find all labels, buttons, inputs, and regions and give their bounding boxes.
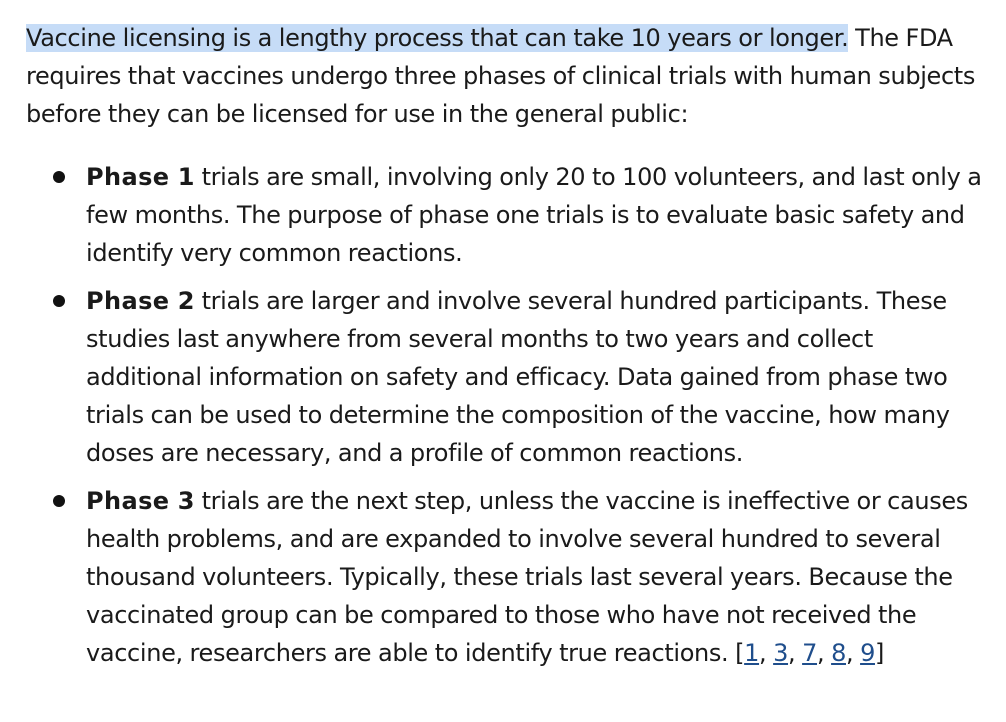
phase-2-name: Phase 2 bbox=[86, 287, 195, 315]
phase-3-text: trials are the next step, unless the vaccine is ineffective or causes health problems, and are expanded to involve several hundred to several thousand volunteers. Typically, these trials last several years. Because the vaccinated group can be compared to those who have not received the vaccine, researchers are able to identify true reactions. bbox=[86, 487, 968, 667]
citation-open-bracket: [ bbox=[735, 639, 745, 667]
phase-2-text: trials are larger and involve several hundred participants. These studies last anywhere from several months to two years and collect additional information on safety and efficacy. Data gained from phase two trials can be used to determine the composition of the vaccine, how many doses are necessary, and a profile of common reactions. bbox=[86, 287, 950, 467]
bullet-icon bbox=[53, 495, 65, 507]
selected-text-highlight[interactable]: Vaccine licensing is a lengthy process that can take 10 years or longer. bbox=[26, 24, 849, 52]
citation-link-8[interactable]: 8 bbox=[831, 639, 846, 667]
phase-3-name: Phase 3 bbox=[86, 487, 195, 515]
phase-2-item bbox=[86, 282, 988, 472]
citation-link-1[interactable]: 1 bbox=[744, 639, 760, 667]
phase-1-name: Phase 1 bbox=[86, 163, 195, 191]
phase-3-item bbox=[86, 482, 988, 672]
phase-1-text: trials are small, involving only 20 to 100 volunteers, and last only a few months. The purpose of phase one trials is to evaluate basic safety and identify very common reactions. bbox=[86, 163, 982, 267]
citation-link-3[interactable]: 3 bbox=[773, 639, 789, 667]
intro-paragraph bbox=[26, 19, 988, 133]
intro-text: The FDA requires that vaccines undergo three phases of clinical trials with human subjects before they can be licensed for use in the general public: bbox=[26, 24, 976, 128]
citation-separator: , bbox=[788, 639, 803, 667]
phase-1-item bbox=[86, 158, 988, 272]
citation-link-9[interactable]: 9 bbox=[860, 639, 875, 667]
citation-separator: , bbox=[817, 639, 832, 667]
bullet-icon bbox=[53, 295, 65, 307]
citation-separator: , bbox=[759, 639, 774, 667]
citation-close-bracket: ] bbox=[874, 639, 884, 667]
citation-separator: , bbox=[846, 639, 861, 667]
bullet-icon bbox=[53, 171, 65, 183]
citation-link-7[interactable]: 7 bbox=[802, 639, 818, 667]
phase-list bbox=[26, 158, 988, 672]
